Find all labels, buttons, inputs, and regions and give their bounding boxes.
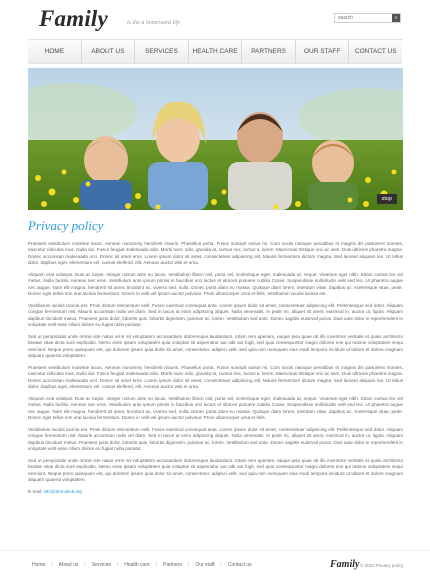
header <box>0 0 430 38</box>
search-input[interactable] <box>335 14 390 22</box>
nav-home[interactable]: HOME <box>28 40 82 63</box>
paragraph: Praesent vestibulum molestie lacus. Aenean nonummy hendrerit mauris. Phasellus porta. Fusce suscipit varius mi. Cum sociis natoque penatibus et magnis dis parturient montes, nascetur ridiculus mus. Nulla dui. Fusce feugiat malesuada odio. Morbi nunc odio, gravida at, cursus nec, luctus a, lorem. Maecenas tristique orci ac sem. Duis ultricies pharetra magna. Donec accumsan malesuada orci. Donec sit amet eros. Lorem ipsum dolor sit amet, consectetuer adipiscing elit. Mauris fermentum dictum magna. Sed laoreet aliquam leo. Ut tellus dolor, dapibus eget, elementum vel, cursus eleifend, elit. Aenean auctor wisi et urna. <box>28 241 403 265</box>
footer-link-home[interactable]: Home <box>32 562 46 568</box>
page-title: Privacy policy <box>28 218 104 233</box>
search-box <box>334 13 401 23</box>
nav-health-care[interactable]: HEALTH CARE <box>189 40 243 63</box>
paragraph: Sed ut perspiciatis unde omnis iste natus error sit voluptatem accusantium doloremque laudantium, totam rem aperiam, eaque ipsa quae ab illo inventore veritatis et quasi architecto beatae vitae dicta sunt explicabo. Nemo enim ipsam voluptatem quia voluptas sit aspernatur aut odit aut fugit, sed quia consequuntur magni dolores eos qui ratione voluptatem sequi nesciunt. Neque porro quisquam est, qui dolorem ipsum quia dolor sit amet, consectetur, adipisci velit, sed quia non numquam eius modi tempora incidunt ut labore et dolore magnam aliquam quaerat voluptatem. <box>28 334 403 358</box>
paragraph: Sed ut perspiciatis unde omnis iste natus error sit voluptatem accusantium doloremque laudantium, totam rem aperiam, eaque ipsa quae ab illo inventore veritatis et quasi architecto beatae vitae dicta sunt explicabo. Nemo enim ipsam voluptatem quia voluptas sit aspernatur aut odit aut fugit, sed quia consequuntur magni dolores eos qui ratione voluptatem sequi nesciunt. Neque porro quisquam est, qui dolorem ipsum quia dolor sit amet, consectetur, adipisci velit, sed quia non numquam eius modi tempora incidunt ut labore et dolore magnam aliquam quaerat voluptatem. <box>28 458 403 482</box>
paragraph: Praesent vestibulum molestie lacus. Aenean nonummy hendrerit mauris. Phasellus porta. Fusce suscipit varius mi. Cum sociis natoque penatibus et magnis dis parturient montes, nascetur ridiculus mus. Nulla dui. Fusce feugiat malesuada odio. Morbi nunc odio, gravida at, cursus nec, luctus a, lorem. Maecenas tristique orci ac sem. Duis ultricies pharetra magna. Donec accumsan malesuada orci. Donec sit amet eros. Lorem ipsum dolor sit amet, consectetuer adipiscing elit. Mauris fermentum dictum magna. Sed laoreet aliquam leo. Ut tellus dolor, dapibus eget, elementum vel, cursus eleifend, elit. Aenean auctor wisi et urna. <box>28 365 403 389</box>
paragraph: Vestibulum iaculis lacinia est. Proin dictum elementum velit. Fusce euismod consequat ante. Lorem ipsum dolor sit amet, consectetuer adipiscing elit. Pellentesque sed dolor. Aliquam congue fermentum nisl. Mauris accumsan nulla vel diam. Sed in lacus ut enim adipiscing aliquet. Nulla venenatis. In pede mi, aliquet sit amet, euismod in, auctor ut, ligula. Aliquam dapibus tincidunt metus. Praesent justo dolor, lobortis quis, lobortis dignissim, pulvinar ac, lorem. Vestibulum sed ante. Donec sagittis euismod purus. Duis aute dolor in reprehenderit in voluptate velit esse cillum dolore eu fugiat nulla pariatur. <box>28 303 403 327</box>
policy-content <box>28 241 403 494</box>
paragraph: Aliquam erat volutpat. Duis ac turpis. Integer rutrum ante eu lacus. Vestibulum libero nisl, porta vel, scelerisque eget, malesuada at, neque. Vivamus eget nibh. Etiam cursus leo vel metus. Nulla facilisi. Aenean nec eros. Vestibulum ante ipsum primis in faucibus orci luctus et ultrices posuere cubilia Curae; Suspendisse sollicitudin velit sed leo. Ut pharetra augue nec augue. Nam elit magna, hendrerit sit amet, tincidunt ac, viverra sed, nulla. Donec porta diam eu massa. Quisque diam lorem, interdum vitae, dapibus ac, scelerisque vitae, pede. Donec eget tellus non erat lacinia fermentum. Donec in velit vel ipsum auctor pulvinar. Proin ullamcorper urna et felis. Vestibulum iaculis lacinia est. <box>28 272 403 296</box>
nav-about-us[interactable]: ABOUT US <box>82 40 136 63</box>
nav-services[interactable]: SERVICES <box>135 40 189 63</box>
hero-slideshow <box>28 68 403 210</box>
tagline: is the a homeward life <box>127 20 181 26</box>
footer-separator: | <box>116 562 119 568</box>
footer-link-services[interactable]: Services <box>91 562 111 568</box>
nav-contact-us[interactable]: CONTACT US <box>354 48 397 55</box>
footer-nav <box>26 562 258 568</box>
footer-link-partners[interactable]: Partners <box>163 562 183 568</box>
footer-separator: | <box>51 562 53 568</box>
slideshow-stop-button[interactable]: stop <box>377 194 397 204</box>
email-label: E-mail: <box>28 489 43 494</box>
family-photo <box>28 68 403 210</box>
paragraph: Aliquam erat volutpat. Duis ac turpis. Integer rutrum ante eu lacus. Vestibulum libero nisl, porta vel, scelerisque eget, malesuada at, neque. Vivamus eget nibh. Etiam cursus leo vel metus. Nulla facilisi. Aenean nec eros. Vestibulum ante ipsum primis in faucibus orci luctus et ultrices posuere cubilia Curae; Suspendisse sollicitudin velit sed leo. Ut pharetra augue nec augue. Nam elit magna, hendrerit sit amet, tincidunt ac, viverra sed, nulla. Donec porta diam eu massa. Quisque diam lorem, interdum vitae, dapibus ac, scelerisque vitae, pede. Donec eget tellus non erat lacinia fermentum. Donec in velit vel ipsum auctor pulvinar. Proin ullamcorper urna et felis. <box>28 396 403 420</box>
nav-partners[interactable]: PARTNERS <box>242 40 296 63</box>
footer-link-contact-us[interactable]: Contact us <box>227 562 252 568</box>
footer <box>0 550 430 584</box>
footer-link-health-care[interactable]: Health care <box>124 562 150 568</box>
email-line <box>28 489 403 494</box>
search-button[interactable]: » <box>392 14 400 22</box>
footer-copyright: © 2010 Privacy policy <box>360 563 404 568</box>
footer-link-our-staff[interactable]: Our staff <box>195 562 215 568</box>
footer-separator: | <box>155 562 158 568</box>
paragraph: Vestibulum iaculis lacinia est. Proin dictum elementum velit. Fusce euismod consequat ante. Lorem ipsum dolor sit amet, consectetuer adipiscing elit. Pellentesque sed dolor. Aliquam congue fermentum nisl. Mauris accumsan nulla vel diam. Sed in lacus ut enim adipiscing aliquet. Nulla venenatis. In pede mi, aliquet sit amet, euismod in, auctor ut, ligula. Aliquam dapibus tincidunt metus. Praesent justo dolor, lobortis quis, lobortis dignissim, pulvinar ac, lorem. Vestibulum sed ante. Donec sagittis euismod purus. Duis aute dolor in reprehenderit in voluptate velit esse cillum dolore eu fugiat nulla pariatur. <box>28 427 403 451</box>
footer-logo[interactable]: Family <box>330 559 360 570</box>
email-link[interactable]: info@demolink.org <box>43 489 82 494</box>
site-logo[interactable]: Family <box>39 6 108 31</box>
footer-link-about-us[interactable]: About us <box>58 562 79 568</box>
footer-separator: | <box>220 562 222 568</box>
main-nav <box>28 39 402 64</box>
nav-our-staff[interactable]: OUR STAFF <box>296 40 350 63</box>
footer-separator: | <box>84 562 86 568</box>
footer-separator: | <box>188 562 190 568</box>
